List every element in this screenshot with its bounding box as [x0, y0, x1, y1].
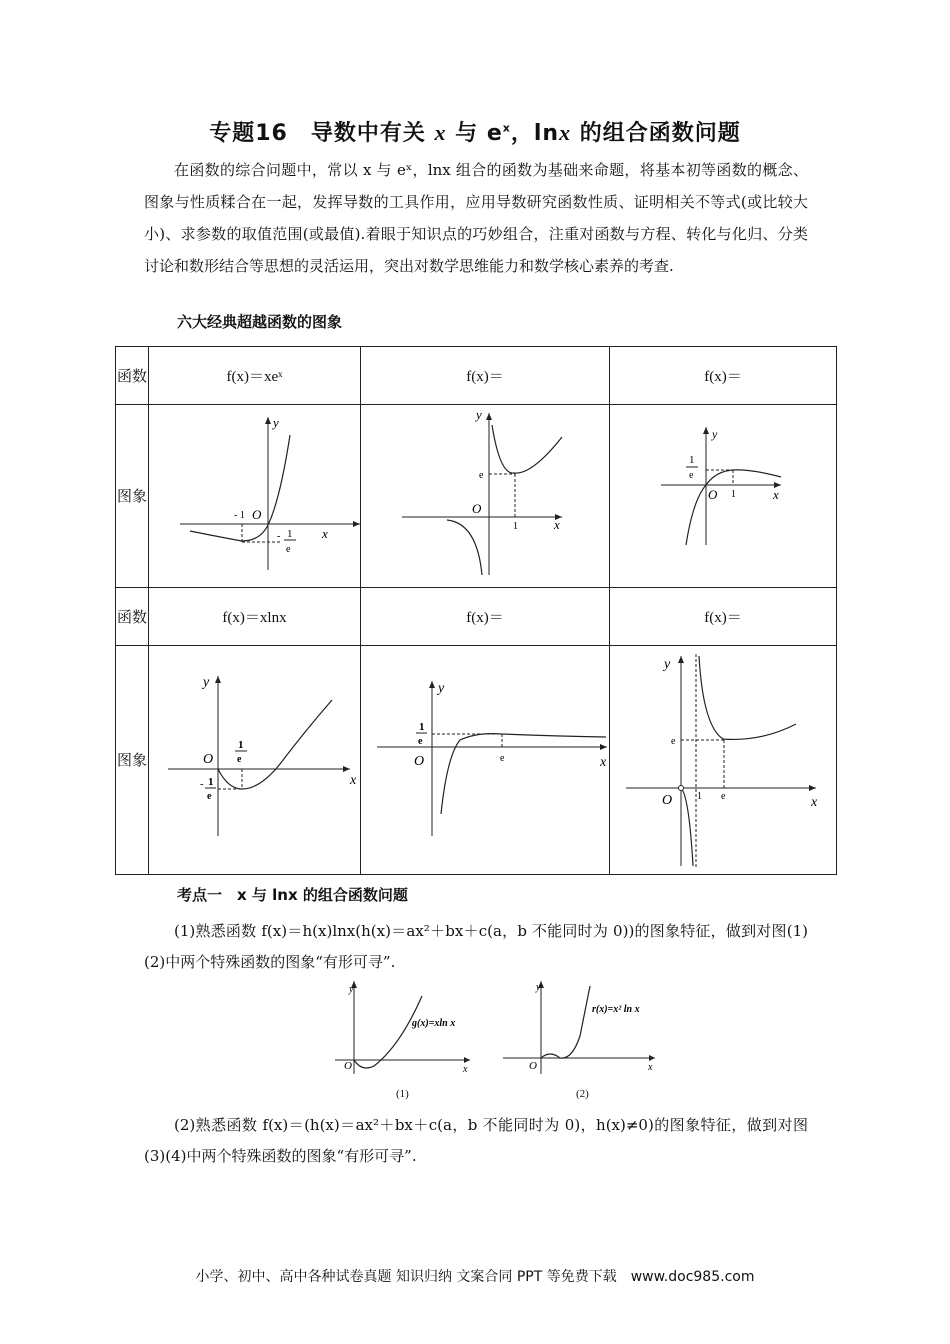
svg-text:x: x: [349, 773, 356, 788]
page-title: 专题16 导数中有关 x 与 $e^x$，lnx 的组合函数问题: [209, 120, 741, 146]
graph-cell-1: [149, 405, 361, 588]
func-ex-over-x: f(x)＝: [361, 347, 610, 405]
graph-lnx-over-x: [362, 646, 609, 870]
svg-text:e: e: [499, 753, 504, 764]
figure-1-caption: (1): [396, 1088, 409, 1100]
graph-cell-5: [361, 646, 610, 875]
svg-text:x: x: [810, 795, 817, 810]
row-label-graph: 图象: [116, 405, 149, 588]
svg-text:1: 1: [696, 791, 702, 802]
svg-text:1: 1: [207, 776, 213, 788]
svg-text:O: O: [413, 754, 424, 769]
figure-2-caption: (2): [576, 1088, 589, 1100]
graph-xlnx: [150, 646, 360, 870]
row-label-function: 函数: [116, 347, 149, 405]
svg-text:O: O: [251, 507, 261, 522]
svg-text:e: e: [236, 754, 241, 765]
func-xex: f(x)＝xeˣ: [149, 347, 361, 405]
svg-text:1: 1: [730, 489, 736, 500]
func-xlnx: f(x)＝xlnx: [149, 588, 361, 646]
svg-text:-: -: [276, 531, 280, 542]
svg-text:O: O: [661, 793, 672, 808]
graph-cell-4: [149, 646, 361, 875]
graph-x-over-ex: [611, 405, 836, 583]
func-x-over-ex: f(x)＝: [610, 347, 837, 405]
svg-text:x: x: [321, 526, 328, 541]
svg-text:e: e: [670, 736, 675, 747]
svg-text:1: 1: [237, 739, 243, 751]
svg-text:x: x: [648, 1062, 653, 1073]
svg-text:O: O: [471, 501, 481, 516]
graph-x-over-lnx: [611, 646, 836, 870]
svg-text:y: y: [663, 657, 670, 672]
svg-text:y: y: [536, 982, 541, 993]
svg-text:x: x: [553, 517, 560, 532]
svg-text:e: e: [720, 791, 725, 802]
figure-1: [330, 976, 475, 1076]
svg-text:x: x: [463, 1064, 468, 1075]
figure-2: [500, 976, 660, 1076]
svg-text:e: e: [417, 736, 422, 747]
svg-text:y: y: [272, 415, 279, 430]
svg-text:1: 1: [286, 528, 292, 540]
svg-text:y: y: [202, 675, 209, 690]
svg-text:1: 1: [418, 721, 424, 733]
svg-text:x: x: [599, 755, 606, 770]
svg-text:- 1: - 1: [233, 510, 245, 521]
svg-text:x: x: [772, 487, 779, 502]
paragraph-1: (1)熟悉函数 f(x)＝h(x)lnx(h(x)＝ax²＋bx＋c(a，b 不能同时为 0))的图象特征，做到对图(1)(2)中两个特殊函数的图象“有形可寻”.: [144, 922, 808, 971]
func-x-over-lnx: f(x)＝: [610, 588, 837, 646]
intro-paragraph: 在函数的综合问题中，常以 x 与 eˣ，lnx 组合的函数为基础来命题，将基本初等函数的概念、图象与性质糅合在一起，发挥导数的工具作用，应用导数研究函数性质、证明相关不等式(或比较大小)、求参数的取值范围(或最值).着眼于知识点的巧妙组合，注重对函数与方程、转化与化归、分类讨论和数形结合等思想的灵活运用，突出对数学思维能力和数学核心素养的考查.: [144, 161, 809, 275]
section-heading-topic1: 考点一 x 与 lnx 的组合函数问题: [177, 886, 408, 904]
svg-text:e: e: [285, 544, 290, 555]
footer: 小学、初中、高中各种试卷真题 知识归纳 文案合同 PPT 等免费下载 www.doc985.com: [195, 1269, 755, 1285]
graph-ex-over-x: [362, 405, 609, 583]
svg-text:O: O: [707, 487, 717, 502]
svg-text:e: e: [478, 470, 483, 481]
paragraph-2: (2)熟悉函数 f(x)＝(h(x)＝ax²＋bx＋c(a，b 不能同时为 0)，h(x)≠0)的图象特征，做到对图(3)(4)中两个特殊函数的图象“有形可寻”.: [144, 1116, 808, 1165]
svg-text:r(x)=x² ln x: r(x)=x² ln x: [592, 1004, 640, 1015]
svg-text:1: 1: [512, 521, 518, 532]
svg-text:y: y: [475, 407, 482, 422]
svg-text:1: 1: [688, 454, 694, 466]
graph-cell-3: [610, 405, 837, 588]
svg-text:e: e: [206, 791, 211, 802]
svg-text:O: O: [529, 1060, 537, 1072]
svg-text:-: -: [199, 778, 204, 790]
graph-cell-6: [610, 646, 837, 875]
graph-cell-2: [361, 405, 610, 588]
svg-text:e: e: [688, 470, 693, 481]
functions-table: 函数 f(x)＝xeˣ f(x)＝ f(x)＝ 图象 y x O - 1 - 1 e y x O e 1 y x O 1 e 1 函数 f(x)＝xlnx f(x)＝ f(x)＝ 图象 y x O 1 e - 1 e y x O 1 e e y x O e 1 e: [115, 346, 837, 875]
svg-text:y: y: [711, 427, 717, 441]
svg-text:O: O: [202, 752, 213, 767]
svg-text:y: y: [437, 681, 444, 696]
svg-text:g(x)=xln x: g(x)=xln x: [412, 1018, 456, 1029]
func-lnx-over-x: f(x)＝: [361, 588, 610, 646]
svg-text:y: y: [349, 984, 354, 995]
svg-text:O: O: [344, 1060, 352, 1072]
section-heading-graphs: 六大经典超越函数的图象: [177, 313, 343, 331]
graph-xex: [150, 405, 360, 583]
